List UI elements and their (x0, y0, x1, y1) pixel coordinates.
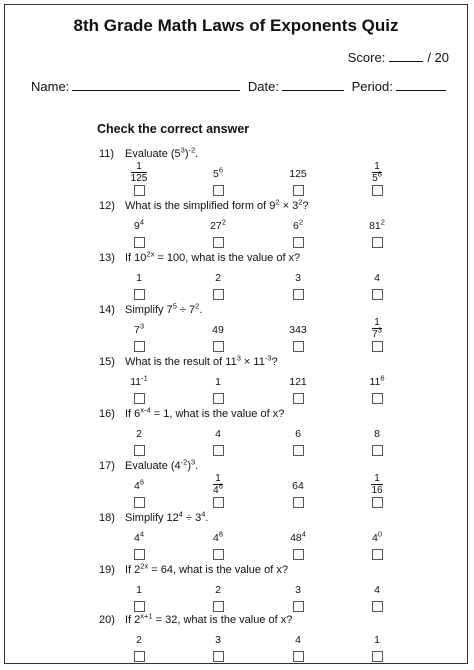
option-value (355, 318, 399, 341)
answer-option[interactable] (276, 318, 320, 352)
answer-checkbox[interactable] (372, 289, 383, 300)
question-number: 16) (99, 408, 115, 420)
option-base: 3 (215, 634, 221, 646)
option-value (117, 266, 161, 289)
answer-checkbox[interactable] (293, 497, 304, 508)
answer-checkbox[interactable] (372, 549, 383, 560)
option-value (355, 422, 399, 445)
answer-checkbox[interactable] (293, 651, 304, 662)
answer-option[interactable] (117, 578, 161, 612)
option-exponent: 2 (380, 217, 385, 227)
stem-exponent: 4 (178, 509, 183, 519)
option-value (355, 214, 399, 237)
option-base: 5 (212, 168, 219, 180)
denominator-exponent: 6 (218, 481, 223, 491)
option-base: 2 (215, 584, 221, 596)
option-value (276, 628, 320, 651)
option-value (117, 474, 161, 497)
answer-checkbox[interactable] (213, 185, 224, 196)
fraction-numerator: 1 (374, 473, 380, 484)
answer-checkbox[interactable] (134, 185, 145, 196)
question-18 (5, 509, 467, 562)
question-number: 19) (99, 564, 115, 576)
option-base: 1 (374, 634, 380, 646)
answer-checkbox[interactable] (293, 393, 304, 404)
answer-checkbox[interactable] (134, 601, 145, 612)
denominator-exponent: 3 (377, 325, 382, 335)
question-stem (99, 405, 285, 420)
option-exponent: 2 (221, 217, 226, 227)
question-number: 18) (99, 512, 115, 524)
option-base: 4 (374, 272, 380, 284)
answer-option[interactable] (196, 474, 240, 508)
stem-text: ) (184, 148, 189, 160)
answer-option[interactable] (276, 266, 320, 300)
fraction-denominator (372, 325, 382, 340)
fraction-numerator: 1 (215, 473, 221, 484)
answer-checkbox[interactable] (372, 651, 383, 662)
stem-exponent: 2x (146, 249, 155, 259)
question-19 (5, 561, 467, 614)
stem-exponent: 3 (180, 145, 185, 155)
answer-checkbox[interactable] (213, 651, 224, 662)
option-value (276, 422, 320, 445)
option-value (276, 318, 320, 341)
option-base: 1 (136, 584, 142, 596)
option-exponent: 6 (139, 477, 144, 487)
denominator-base: 125 (130, 173, 148, 184)
date-label: Date: (247, 79, 279, 94)
answer-option[interactable] (196, 214, 240, 248)
answer-checkbox[interactable] (372, 445, 383, 456)
option-base: 1 (136, 272, 142, 284)
stem-text: If 2 (125, 614, 141, 626)
student-info-line (31, 78, 450, 94)
option-base: 3 (295, 272, 301, 284)
question-number: 11) (99, 148, 115, 160)
stem-text: What is the simplified form of 9 (125, 200, 276, 212)
answer-checkbox[interactable] (372, 601, 383, 612)
question-stem (99, 249, 301, 264)
stem-exponent: 2x (140, 561, 149, 571)
answer-option[interactable] (355, 318, 399, 352)
answer-option[interactable] (276, 214, 320, 248)
option-exponent: 6 (218, 165, 223, 175)
answer-option[interactable] (276, 422, 320, 456)
answer-option[interactable] (196, 266, 240, 300)
stem-text: Simplify 7 (125, 304, 173, 316)
answer-checkbox[interactable] (293, 549, 304, 560)
option-value (117, 214, 161, 237)
question-12 (5, 197, 467, 250)
answer-option[interactable] (196, 318, 240, 352)
option-value (276, 370, 320, 393)
option-value (276, 578, 320, 601)
fraction-numerator: 1 (136, 161, 142, 172)
option-value (276, 214, 320, 237)
stem-text: . (205, 512, 209, 524)
option-base: 4 (374, 584, 380, 596)
question-stem (99, 561, 288, 576)
stem-exponent: -3 (264, 353, 272, 363)
option-base: 9 (133, 220, 140, 232)
answer-checkbox[interactable] (134, 341, 145, 352)
answer-option[interactable] (355, 266, 399, 300)
stem-text: × 11 (240, 356, 265, 368)
option-value (117, 526, 161, 549)
fraction-numerator: 1 (374, 161, 380, 172)
option-exponent: -1 (141, 373, 148, 383)
stem-exponent: 2 (195, 301, 200, 311)
stem-exponent: 2 (298, 197, 303, 207)
option-value (355, 474, 399, 497)
stem-text: = 100, what is the value of x? (154, 252, 301, 264)
answer-option[interactable] (196, 162, 240, 196)
stem-text: × 3 (279, 200, 299, 212)
answer-checkbox[interactable] (213, 549, 224, 560)
answer-checkbox[interactable] (372, 185, 383, 196)
stem-text: ÷ 3 (182, 512, 202, 524)
option-base: 1 (215, 376, 221, 388)
date-blank[interactable] (282, 78, 344, 91)
stem-text: = 32, what is the value of x? (152, 614, 293, 626)
option-exponent: 2 (298, 217, 303, 227)
option-base: 48 (290, 532, 302, 544)
option-base: 2 (136, 634, 142, 646)
answer-option[interactable] (355, 162, 399, 196)
answer-option[interactable] (276, 628, 320, 662)
option-value (117, 162, 161, 185)
option-value (276, 474, 320, 497)
option-value (196, 422, 240, 445)
answer-option[interactable] (355, 370, 399, 404)
answer-checkbox[interactable] (372, 393, 383, 404)
stem-text: . (195, 460, 199, 472)
question-17 (5, 457, 467, 510)
answer-checkbox[interactable] (293, 185, 304, 196)
question-stem (99, 353, 278, 368)
stem-text: Evaluate (5 (125, 148, 181, 160)
stem-text: Simplify 12 (125, 512, 179, 524)
option-value (196, 578, 240, 601)
stem-text: If 2 (125, 564, 141, 576)
answer-checkbox[interactable] (134, 237, 145, 248)
option-value (196, 266, 240, 289)
answer-checkbox[interactable] (134, 289, 145, 300)
option-base: 6 (295, 428, 301, 440)
answer-checkbox[interactable] (213, 393, 224, 404)
stem-exponent: x-4 (140, 405, 151, 415)
answer-checkbox[interactable] (213, 601, 224, 612)
answer-option[interactable] (355, 628, 399, 662)
option-value (276, 266, 320, 289)
option-base: 125 (289, 168, 307, 180)
question-stem (99, 457, 199, 472)
score-label: Score: (347, 50, 386, 65)
option-value (196, 318, 240, 341)
fraction (372, 162, 382, 184)
question-number: 17) (99, 460, 115, 472)
option-base: 7 (133, 324, 140, 336)
stem-exponent: 2 (275, 197, 280, 207)
name-label: Name: (31, 79, 70, 94)
stem-exponent: 3 (191, 457, 196, 467)
option-value (196, 628, 240, 651)
option-base: 343 (289, 324, 307, 336)
option-base: 81 (369, 220, 381, 232)
denominator-exponent: 6 (377, 169, 382, 179)
period-label: Period: (351, 79, 393, 94)
answer-checkbox[interactable] (293, 289, 304, 300)
question-number: 13) (99, 252, 115, 264)
option-value (355, 162, 399, 185)
option-base: 6 (292, 220, 299, 232)
option-base: 2 (136, 428, 142, 440)
answer-checkbox[interactable] (213, 497, 224, 508)
question-20 (5, 611, 467, 664)
option-base: 4 (295, 634, 301, 646)
fraction (371, 474, 382, 496)
option-value (355, 526, 399, 549)
fraction-numerator: 1 (374, 317, 380, 328)
stem-text: ÷ 7 (176, 304, 196, 316)
instructions-heading: Check the correct answer (97, 122, 250, 136)
score-total: / 20 (427, 50, 449, 65)
question-14 (5, 301, 467, 354)
quiz-title: 8th Grade Math Laws of Exponents Quiz (73, 16, 399, 35)
answer-option[interactable] (276, 526, 320, 560)
fraction-denominator (131, 172, 148, 184)
answer-option[interactable] (196, 370, 240, 404)
answer-checkbox[interactable] (213, 445, 224, 456)
answer-option[interactable] (196, 422, 240, 456)
answer-checkbox[interactable] (293, 601, 304, 612)
answer-option[interactable] (117, 214, 161, 248)
option-value (276, 526, 320, 549)
stem-text: ? (271, 356, 278, 368)
answer-checkbox[interactable] (293, 237, 304, 248)
stem-text: What is the result of 11 (125, 356, 237, 368)
option-value (355, 370, 399, 393)
score-blank[interactable] (389, 49, 423, 62)
option-base: 4 (215, 428, 221, 440)
answer-checkbox[interactable] (293, 445, 304, 456)
stem-text: = 1, what is the value of x? (150, 408, 285, 420)
answer-checkbox[interactable] (213, 289, 224, 300)
option-base: 2 (215, 272, 221, 284)
answer-option[interactable] (355, 526, 399, 560)
option-base: 11 (369, 376, 381, 388)
denominator-base: 7 (372, 329, 378, 340)
answer-option[interactable] (355, 422, 399, 456)
option-value (196, 162, 240, 185)
fraction (372, 318, 382, 340)
stem-text: ? (302, 200, 309, 212)
answer-option[interactable] (117, 266, 161, 300)
option-value (196, 526, 240, 549)
question-13 (5, 249, 467, 302)
answer-option[interactable] (276, 474, 320, 508)
answer-checkbox[interactable] (213, 341, 224, 352)
option-value (355, 578, 399, 601)
answer-checkbox[interactable] (213, 237, 224, 248)
fraction-denominator (372, 169, 382, 184)
stem-text: Evaluate (4 (125, 460, 181, 472)
answer-checkbox[interactable] (372, 497, 383, 508)
stem-text: = 64, what is the value of x? (148, 564, 288, 576)
option-value (196, 370, 240, 393)
denominator-base: 5 (372, 173, 378, 184)
period-blank[interactable] (396, 78, 446, 91)
question-number: 15) (99, 356, 115, 368)
answer-option[interactable] (117, 474, 161, 508)
stem-text: . (199, 304, 203, 316)
answer-checkbox[interactable] (134, 651, 145, 662)
denominator-base: 4 (213, 485, 219, 496)
question-stem (99, 301, 203, 316)
option-exponent: 4 (301, 529, 306, 539)
answer-checkbox[interactable] (134, 445, 145, 456)
answer-option[interactable] (276, 162, 320, 196)
option-base: 64 (292, 480, 304, 492)
option-base: 4 (133, 532, 140, 544)
denominator-base: 16 (371, 485, 383, 496)
answer-option[interactable] (117, 628, 161, 662)
answer-checkbox[interactable] (293, 341, 304, 352)
answer-option[interactable] (117, 162, 161, 196)
answer-option[interactable] (276, 578, 320, 612)
answer-option[interactable] (355, 214, 399, 248)
stem-text: If 10 (125, 252, 147, 264)
answer-option[interactable] (355, 578, 399, 612)
name-blank[interactable] (72, 78, 240, 91)
option-value (276, 162, 320, 185)
option-value (117, 422, 161, 445)
option-value (117, 370, 161, 393)
answer-option[interactable] (196, 578, 240, 612)
option-exponent: 4 (139, 529, 144, 539)
option-value (117, 318, 161, 341)
option-exponent: 0 (377, 529, 382, 539)
stem-exponent: -2 (188, 145, 196, 155)
answer-checkbox[interactable] (372, 237, 383, 248)
stem-exponent: 3 (236, 353, 241, 363)
fraction-denominator (371, 484, 382, 496)
answer-option[interactable] (355, 474, 399, 508)
question-stem (99, 611, 293, 626)
option-exponent: 3 (139, 321, 144, 331)
question-15 (5, 353, 467, 406)
answer-option[interactable] (117, 318, 161, 352)
option-exponent: 4 (139, 217, 144, 227)
stem-exponent: 4 (201, 509, 206, 519)
answer-option[interactable] (196, 628, 240, 662)
stem-exponent: x+1 (140, 611, 153, 621)
answer-checkbox[interactable] (134, 497, 145, 508)
option-base: 121 (289, 376, 307, 388)
question-16 (5, 405, 467, 458)
option-value (117, 628, 161, 651)
fraction (213, 474, 223, 496)
answer-option[interactable] (117, 422, 161, 456)
option-base: 11 (130, 376, 142, 388)
answer-option[interactable] (117, 526, 161, 560)
option-value (355, 266, 399, 289)
stem-text: ) (187, 460, 191, 472)
option-base: 49 (212, 324, 224, 336)
question-stem (99, 509, 209, 524)
option-value (117, 578, 161, 601)
question-number: 12) (99, 200, 115, 212)
question-stem (99, 197, 309, 212)
option-value (196, 474, 240, 497)
option-base: 4 (212, 532, 219, 544)
question-number: 14) (99, 304, 115, 316)
score-line (348, 49, 449, 65)
question-number: 20) (99, 614, 115, 626)
option-value (196, 214, 240, 237)
question-stem (99, 145, 199, 160)
answer-option[interactable] (276, 370, 320, 404)
stem-exponent: 5 (172, 301, 177, 311)
fraction (131, 162, 148, 184)
stem-exponent: -2 (180, 457, 188, 467)
fraction-denominator (213, 481, 223, 496)
stem-text: . (195, 148, 199, 160)
stem-text: If 6 (125, 408, 141, 420)
answer-option[interactable] (196, 526, 240, 560)
option-base: 4 (371, 532, 378, 544)
option-base: 4 (133, 480, 140, 492)
answer-checkbox[interactable] (134, 549, 145, 560)
option-exponent: 8 (218, 529, 223, 539)
option-base: 8 (374, 428, 380, 440)
option-base: 27 (210, 220, 222, 232)
answer-checkbox[interactable] (134, 393, 145, 404)
quiz-sheet (4, 4, 468, 664)
option-value (355, 628, 399, 651)
answer-checkbox[interactable] (372, 341, 383, 352)
option-base: 3 (295, 584, 301, 596)
option-exponent: 6 (380, 373, 385, 383)
answer-option[interactable] (117, 370, 161, 404)
question-11 (5, 145, 467, 198)
